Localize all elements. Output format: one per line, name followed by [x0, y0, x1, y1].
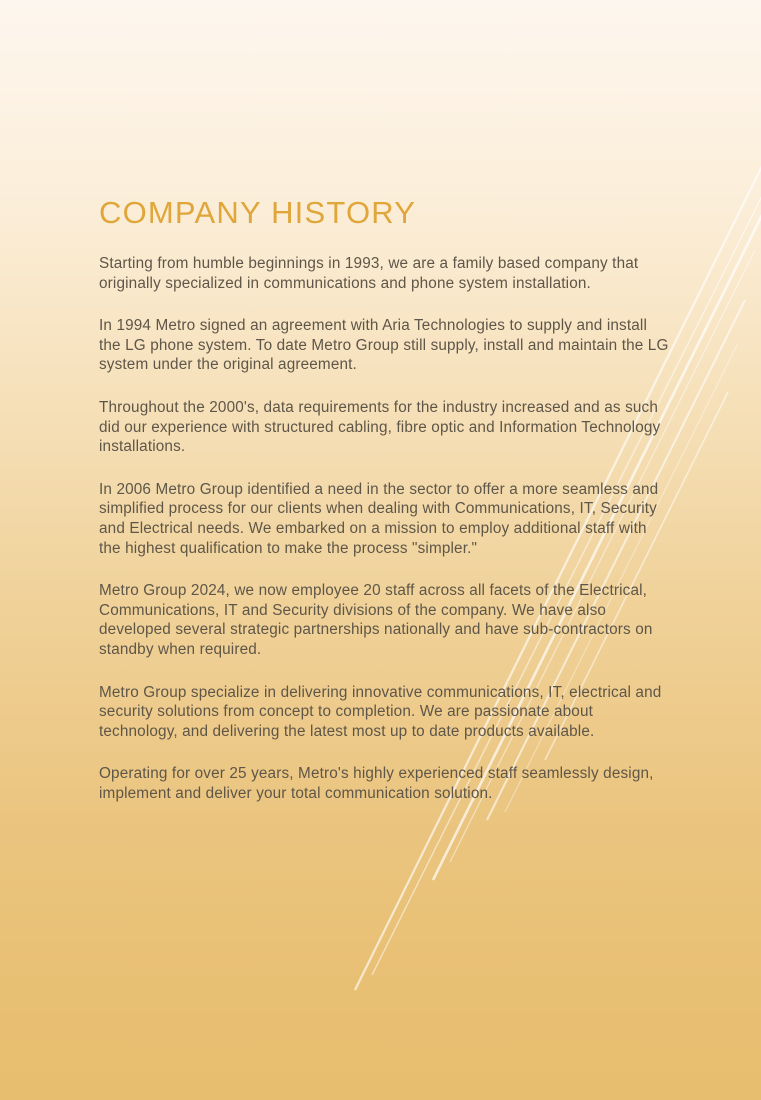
history-paragraph: Starting from humble beginnings in 1993, we are a family based company that originally specialized in communications and phone system installation. [99, 255, 639, 292]
page-title: COMPANY HISTORY [99, 195, 417, 230]
history-paragraph: Throughout the 2000's, data requirements for the industry increased and as such did our experience with structured cabling, fibre optic and Information Technology installations. [99, 399, 661, 456]
history-paragraph: In 1994 Metro signed an agreement with Aria Technologies to supply and install the LG phone system. To date Metro Group still supply, install and maintain the LG system under the original agreement. [99, 317, 669, 374]
history-paragraph: Metro Group specialize in delivering innovative communications, IT, electrical and security solutions from concept to completion. We are passionate about technology, and delivering the latest most up to date products available. [99, 683, 662, 740]
history-content [99, 196, 674, 804]
history-paragraph: In 2006 Metro Group identified a need in the sector to offer a more seamless and simplified process for our clients when dealing with Communications, IT, Security and Electrical needs. We embarked on a mission to employ additional staff with the highest qualification to make the process "simpler." [99, 480, 659, 557]
history-paragraph: Operating for over 25 years, Metro's highly experienced staff seamlessly design, implement and deliver your total communication solution. [99, 765, 654, 802]
history-paragraph: Metro Group 2024, we now employee 20 staff across all facets of the Electrical, Communications, IT and Security divisions of the company. We have also developed several strategic partnerships nationally and have sub-contractors on standby when required. [99, 582, 653, 658]
